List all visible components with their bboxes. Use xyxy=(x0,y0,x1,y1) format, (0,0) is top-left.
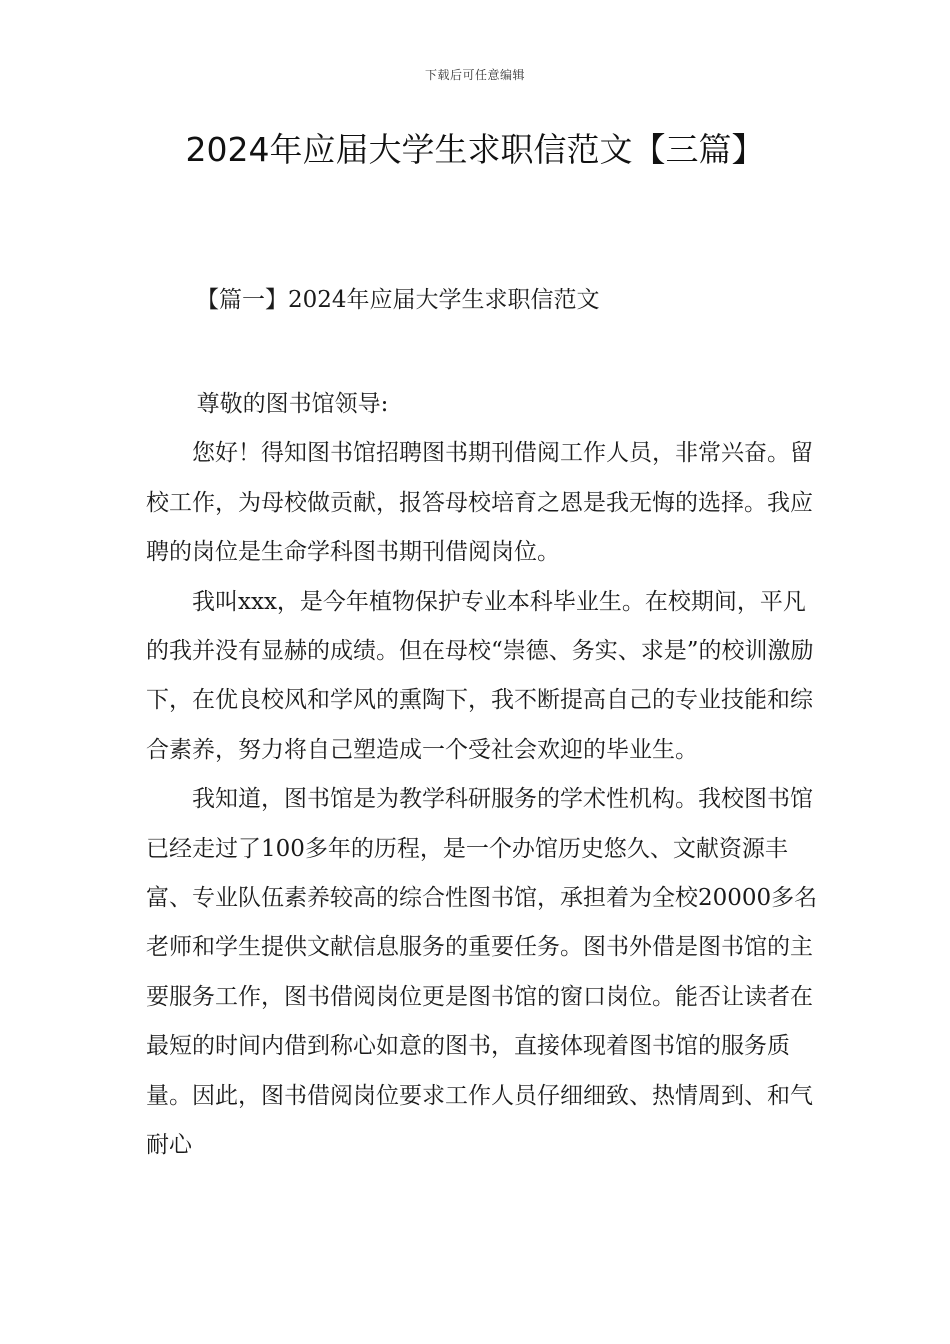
document-title: 2024年应届大学生求职信范文【三篇】 xyxy=(185,130,765,169)
letter-paragraph-introduction: 我叫xxx，是今年植物保护专业本科毕业生。在校期间，平凡的我并没有显赫的成绩。但在母校“崇德、务实、求是”的校训激励下，在优良校风和学风的熏陶下，我不断提高自己的专业技能和综合素养，努力将自己塑造成一个受社会欢迎的毕业生。 xyxy=(146,588,814,763)
letter-paragraph-greeting: 您好！得知图书馆招聘图书期刊借阅工作人员，非常兴奋。留校工作，为母校做贡献，报答母校培育之恩是我无悔的选择。我应聘的岗位是生命学科图书期刊借阅岗位。 xyxy=(146,440,813,566)
section-heading: 【篇一】2024年应届大学生求职信范文 xyxy=(196,287,600,313)
letter-body xyxy=(146,380,826,1171)
letter-paragraph-library: 我知道，图书馆是为教学科研服务的学术性机构。我校图书馆已经走过了100多年的历程，是一个办馆历史悠久、文献资源丰富、专业队伍素养较高的综合性图书馆，承担着为全校20000多名老师和学生提供文献信息服务的重要任务。图书外借是图书馆的主要服务工作，图书借阅岗位更是图书馆的窗口岗位。能否让读者在最短的时间内借到称心如意的图书，直接体现着图书馆的服务质量。因此，图书借阅岗位要求工作人员仔细细致、热情周到、和气耐心 xyxy=(146,786,818,1159)
letter-salutation: 尊敬的图书馆领导: xyxy=(196,391,389,417)
header-note: 下载后可任意编辑 xyxy=(424,68,525,82)
